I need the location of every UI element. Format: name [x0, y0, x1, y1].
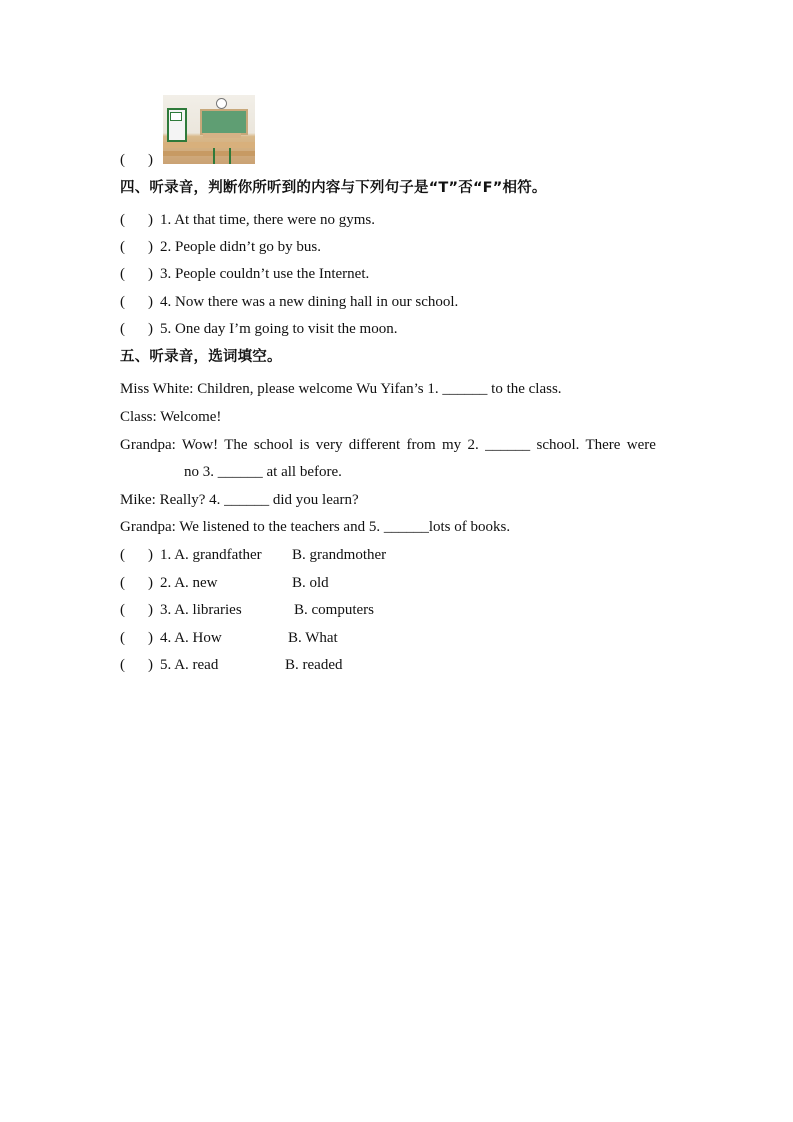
image-answer-row [120, 150, 160, 170]
dialogue-line: Class: Welcome! [120, 409, 222, 425]
answer-blank[interactable]: ( ) [120, 657, 153, 673]
classroom-image [163, 95, 255, 164]
door-window-graphic [170, 112, 182, 121]
answer-blank[interactable]: ( ) [120, 152, 153, 168]
choice-item: ( ) 2. A. new B. old [120, 575, 329, 591]
answer-blank[interactable]: ( ) [120, 547, 153, 563]
answer-blank[interactable]: ( ) [120, 602, 153, 618]
section5-heading: 五、听录音，选词填空。 [120, 349, 282, 365]
teacher-desk-graphic [203, 133, 241, 138]
answer-blank[interactable]: ( ) [120, 239, 153, 255]
tf-item: ( ) 1. At that time, there were no gyms. [120, 212, 375, 228]
choice-item: ( ) 1. A. grandfather B. grandmother [120, 547, 387, 563]
answer-blank[interactable]: ( ) [120, 266, 153, 282]
tf-item: ( ) 3. People couldn’t use the Internet. [120, 266, 370, 282]
dialogue-line: Mike: Really? 4. ______ did you learn? [120, 492, 359, 508]
dialogue-line: Miss White: Children, please welcome Wu Yifan’s 1. ______ to the class. [120, 381, 562, 397]
choice-item: ( ) 3. A. libraries B. computers [120, 602, 374, 618]
answer-blank[interactable]: ( ) [120, 630, 153, 646]
desk-row-graphic [163, 142, 255, 148]
dialogue-line: Grandpa: We listened to the teachers and 5. ______lots of books. [120, 519, 511, 535]
desk-row-graphic [163, 151, 255, 156]
tf-item: ( ) 5. One day I’m going to visit the moon. [120, 321, 398, 337]
tf-item: ( ) 4. Now there was a new dining hall in our school. [120, 294, 459, 310]
option-b: B. readed [285, 657, 343, 673]
dialogue-line: Grandpa: Wow! The school is very different from my 2. ______ school. There were [120, 437, 656, 453]
answer-blank[interactable]: ( ) [120, 212, 153, 228]
dialogue-line: no 3. ______ at all before. [184, 464, 342, 480]
tf-item: ( ) 2. People didn’t go by bus. [120, 239, 321, 255]
answer-blank[interactable]: ( ) [120, 294, 153, 310]
option-b: B. old [292, 575, 329, 591]
chalkboard-graphic [200, 109, 248, 135]
answer-blank[interactable]: ( ) [120, 575, 153, 591]
choice-item: ( ) 5. A. read B. readed [120, 657, 343, 673]
desk-leg-graphic [229, 148, 231, 164]
clock-icon [216, 98, 227, 109]
choice-item: ( ) 4. A. How B. What [120, 630, 338, 646]
section4-heading: 四、听录音，判断你所听到的内容与下列句子是“T”否“F”相符。 [120, 180, 547, 196]
desk-leg-graphic [213, 148, 215, 164]
answer-blank[interactable]: ( ) [120, 321, 153, 337]
option-b: B. computers [294, 602, 374, 618]
option-b: B. What [288, 630, 338, 646]
option-b: B. grandmother [292, 547, 387, 563]
